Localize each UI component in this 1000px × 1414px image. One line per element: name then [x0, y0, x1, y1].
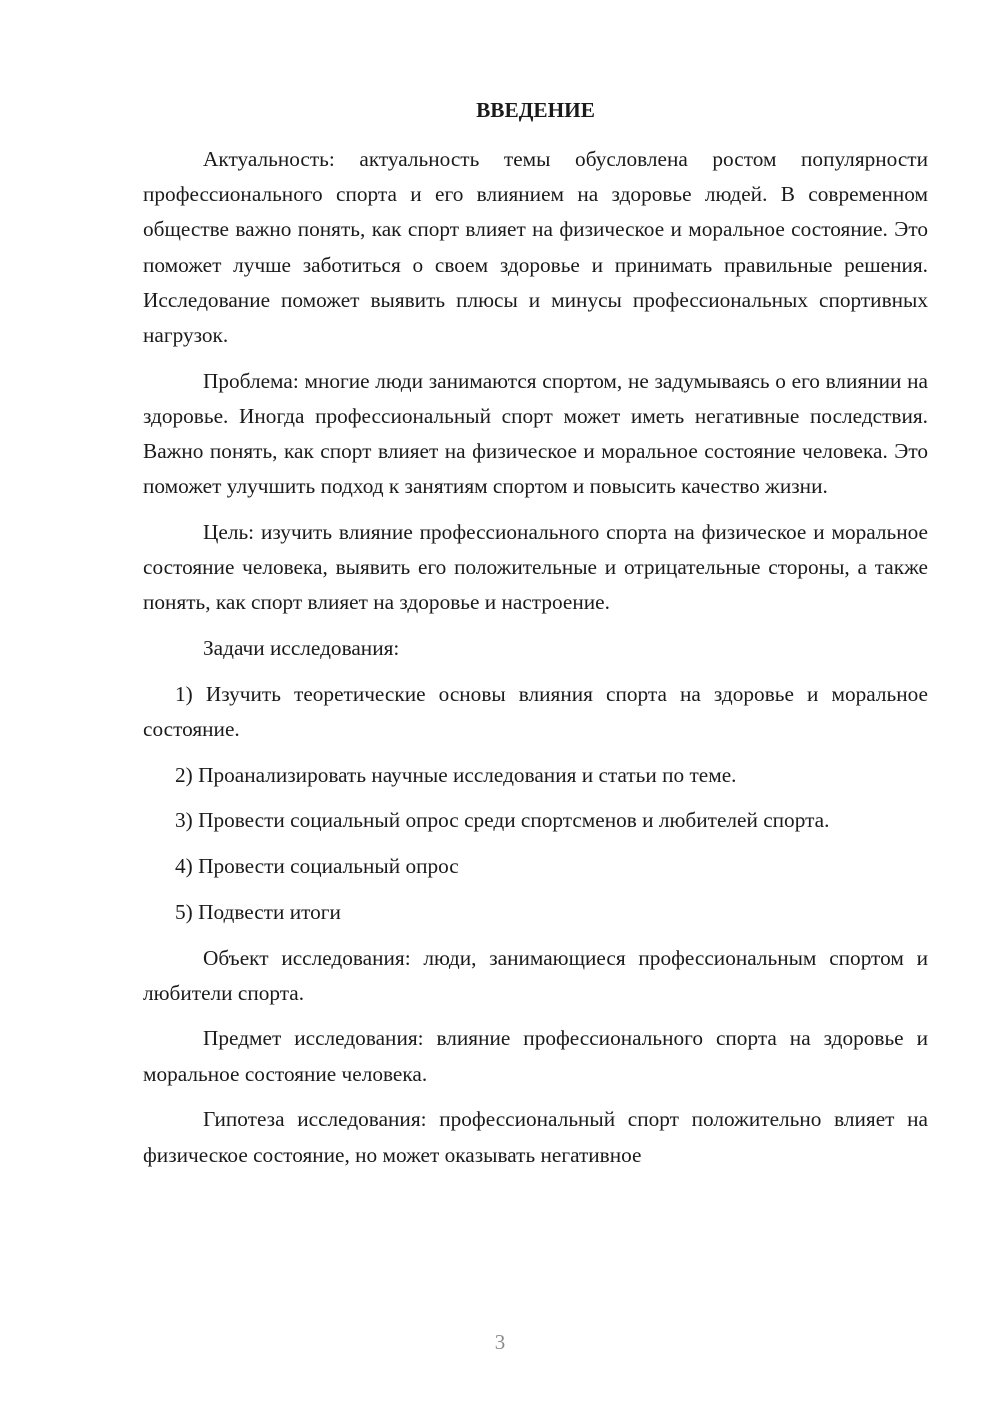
problem-paragraph: Проблема: многие люди занимаются спортом, не задумываясь о его влиянии на здоровье. Иногда профессиональный спорт может иметь негативные последствия. Важно понять, как спорт влияет на физическое и моральное состояние человека. Это поможет улучшить подход к занятиям спортом и повысить качество жизни. — [143, 368, 928, 499]
task-item-3: 3) Провести социальный опрос среди спортсменов и любителей спорта. — [175, 808, 830, 833]
relevance-paragraph: Актуальность: актуальность темы обусловлена ростом популярности профессионального спорта и его влиянием на здоровье людей. В современном обществе важно понять, как спорт влияет на физическое и моральное состояние. Это поможет лучше заботиться о своем здоровье и принимать правильные решения. Исследование поможет выявить плюсы и минусы профессиональных спортивных нагрузок. — [143, 147, 928, 348]
goal-paragraph: Цель: изучить влияние профессионального спорта на физическое и моральное состояние человека, выявить его положительные и отрицательные стороны, а также понять, как спорт влияет на здоровье и настроение. — [143, 520, 928, 615]
task-item-1: 1) Изучить теоретические основы влияния спорта на здоровье и моральное состояние. — [143, 681, 928, 742]
object-paragraph: Объект исследования: люди, занимающиеся профессиональным спортом и любители спорта. — [143, 945, 928, 1005]
hypothesis-paragraph: Гипотеза исследования: профессиональный спорт положительно влияет на физическое состояние, но может оказывать негативное — [143, 1107, 928, 1167]
document-page — [143, 88, 928, 1183]
page-number: 3 — [494, 1330, 506, 1354]
task-item-4: 4) Провести социальный опрос — [175, 854, 459, 879]
task-item-5: 5) Подвести итоги — [175, 899, 341, 924]
tasks-heading: Задачи исследования: — [203, 636, 400, 661]
page-title: ВВЕДЕНИЕ — [476, 98, 595, 122]
task-item-2: 2) Проанализировать научные исследования и статьи по теме. — [175, 762, 737, 787]
subject-paragraph: Предмет исследования: влияние профессионального спорта на здоровье и моральное состояние человека. — [143, 1026, 928, 1086]
